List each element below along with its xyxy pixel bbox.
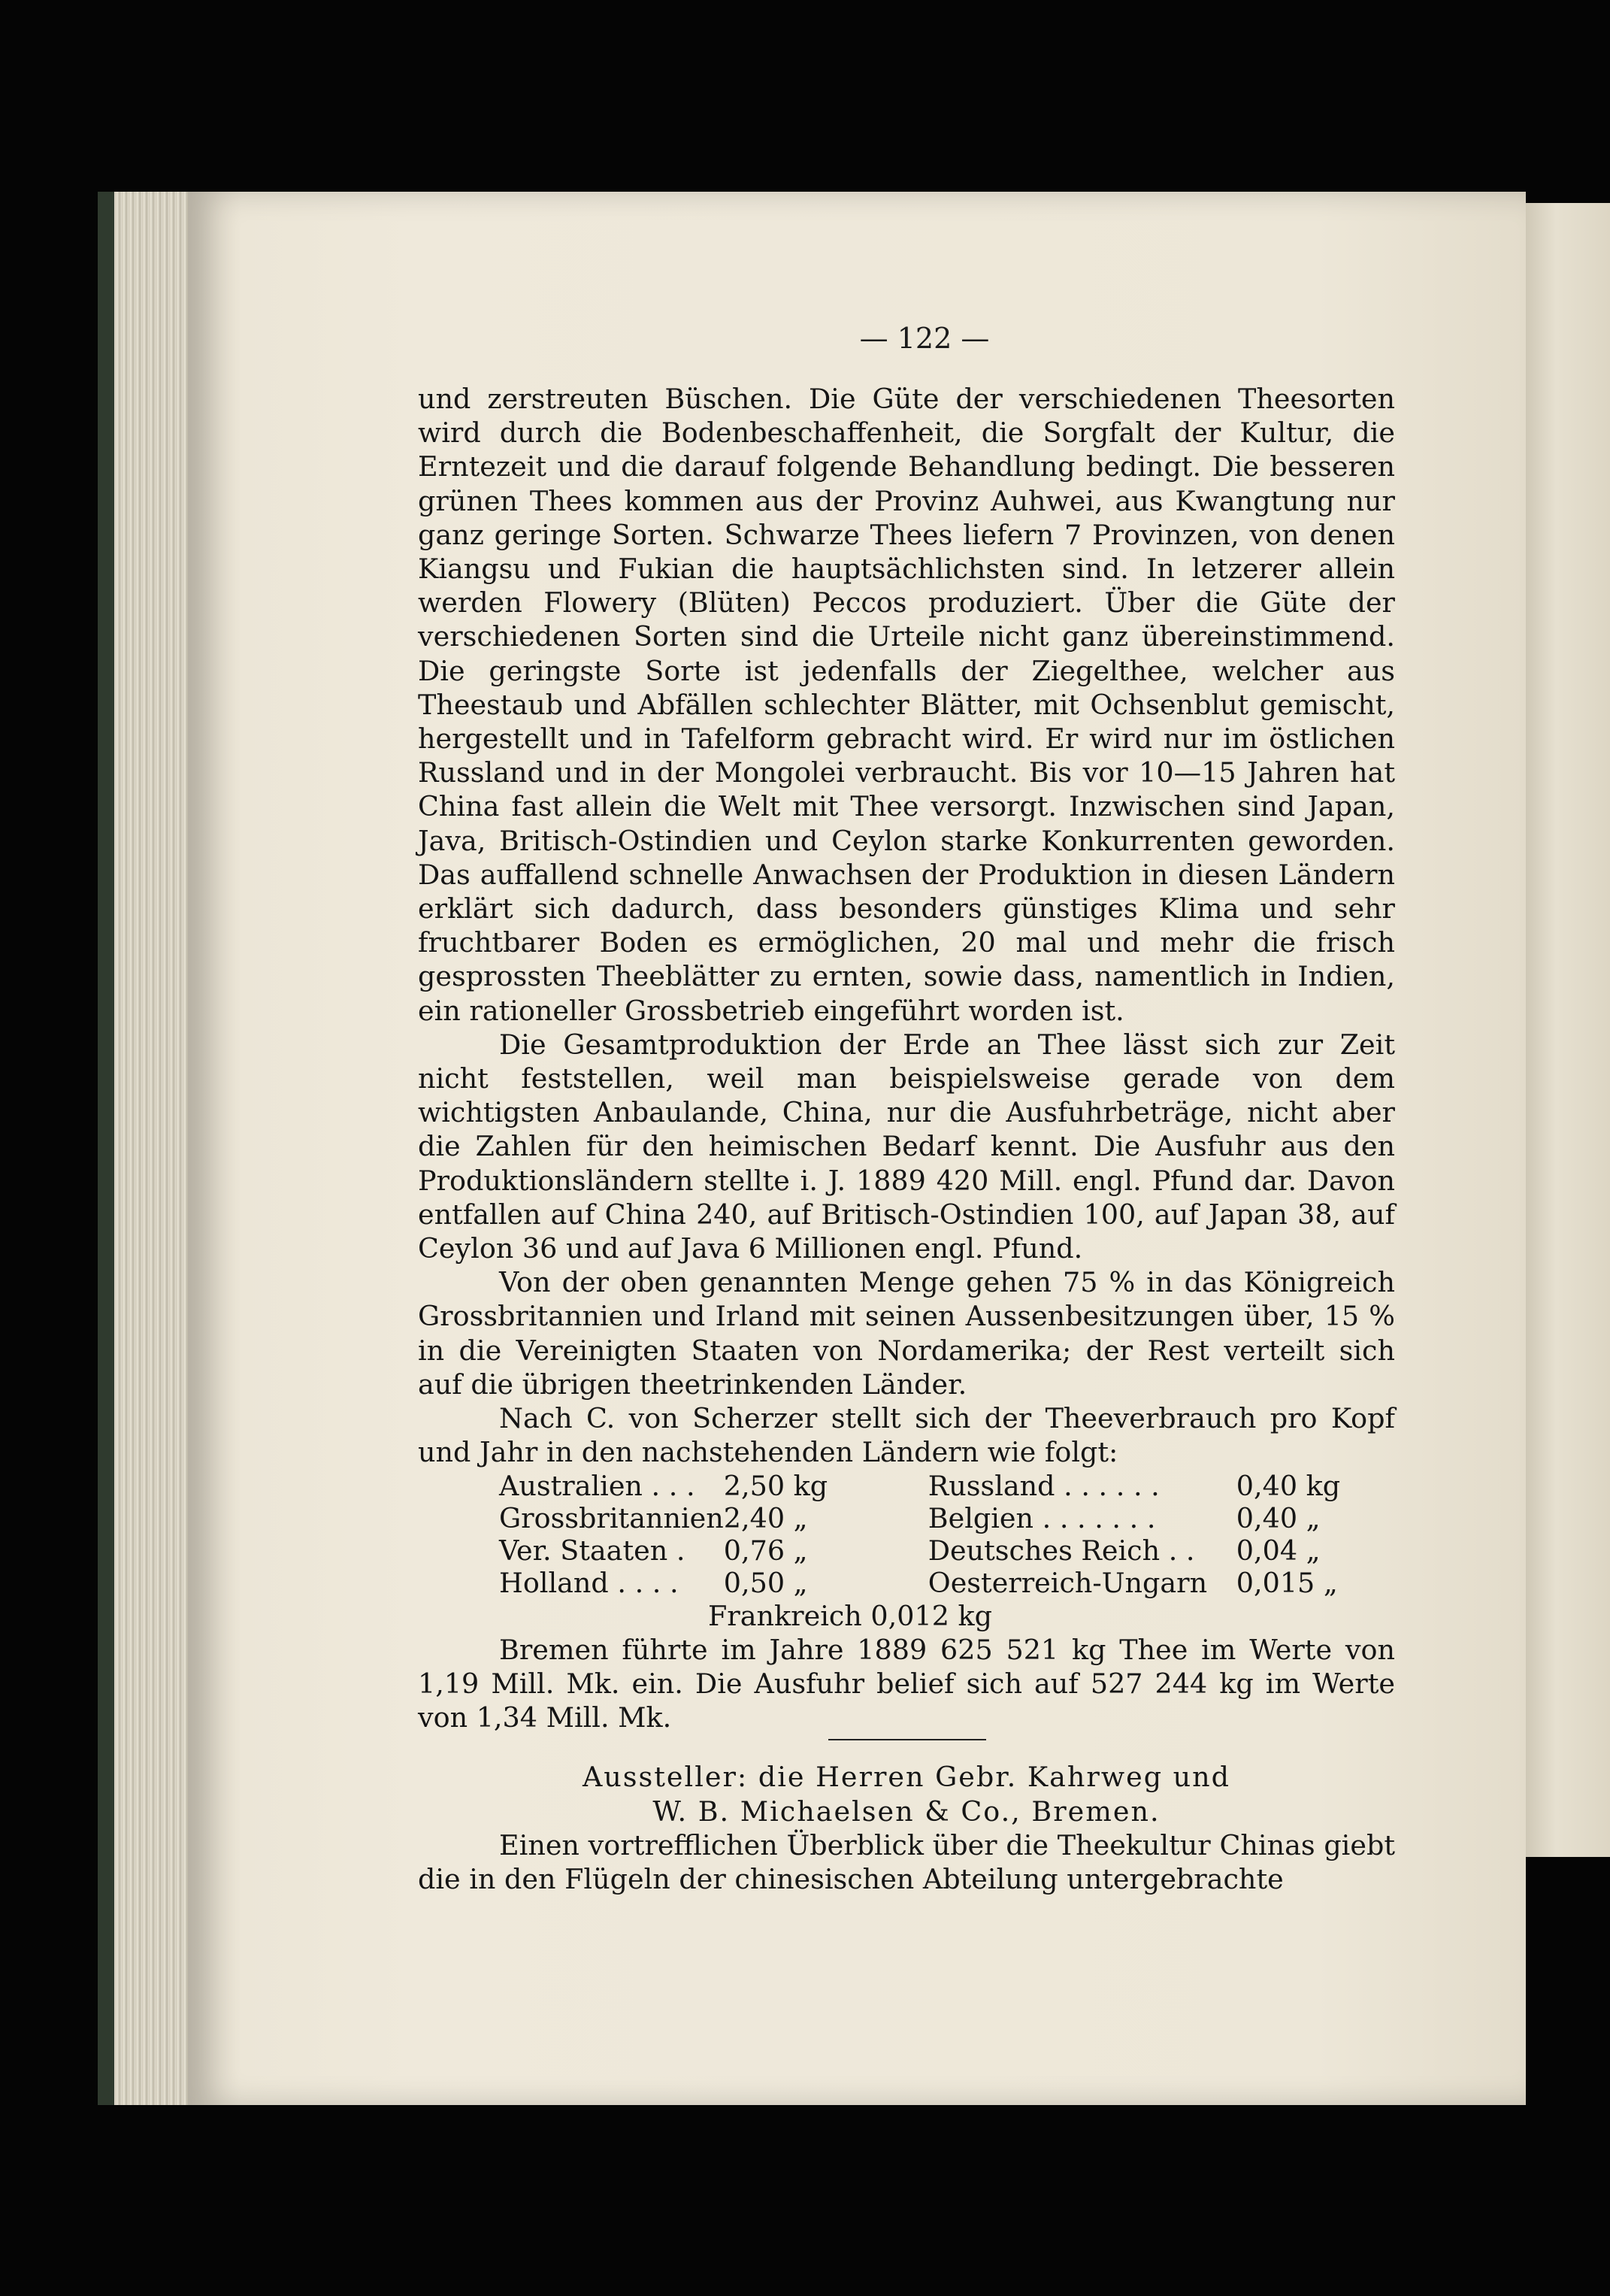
consumption-row bbox=[499, 1502, 1357, 1534]
consumption-row bbox=[499, 1567, 1357, 1599]
value-cell: 0,50 „ bbox=[723, 1566, 808, 1599]
consumption-row bbox=[499, 1470, 1357, 1502]
value-cell: 0,015 „ bbox=[1236, 1566, 1338, 1599]
paragraph-tea-varieties: und zerstreuten Büschen. Die Güte der verschiedenen Theesorten wird durch die Bodenbeschaffenheit, die Sorgfalt der Kultur, die Erntezeit und die darauf folgende Behandlung bedingt. Die besseren grünen Thees kommen aus der Provinz Auhwei, aus Kwangtung nur ganz geringe Sorten. Schwarze Thees liefern 7 Provinzen, von denen Kiangsu und Fukian die hauptsächlichsten sind. In letzerer allein werden Flowery (Blüten) Peccos produziert. Über die Güte der verschiedenen Sorten sind die Urteile nicht ganz übereinstimmend. Die geringste Sorte ist jedenfalls der Ziegelthee, welcher aus Theestaub und Abfällen schlechter Blätter, mit Ochsenblut gemischt, hergestellt und in Tafelform gebracht wird. Er wird nur im östlichen Russland und in der Mongolei verbraucht. Bis vor 10—15 Jahren hat China fast allein die Welt mit Thee versorgt. Inzwischen sind Japan, Java, Britisch-Ostindien und Ceylon starke Konkurrenten geworden. Das auffallend schnelle Anwachsen der Produktion in diesen Ländern erklärt sich dadurch, dass besonders günstiges Klima und sehr fruchtbarer Boden es ermöglichen, 20 mal und mehr die frisch gesprossten Theeblätter zu ernten, sowie dass, namentlich in Indien, ein rationeller Grossbetrieb eingeführt worden ist. bbox=[418, 383, 1395, 1027]
exhibitor-line-1: Aussteller: die Herren Gebr. Kahrweg und bbox=[582, 1761, 1231, 1794]
consumption-table-body bbox=[499, 1470, 1357, 1599]
country-cell: Oesterreich-Ungarn bbox=[928, 1566, 1208, 1599]
paragraph-world-production: Die Gesamtproduktion der Erde an Thee lässt sich zur Zeit nicht feststellen, weil man beispielsweise gerade von dem wichtigsten Anbaulande, China, nur die Ausfuhrbeträge, nicht aber die Zahlen für den heimischen Bedarf kennt. Die Ausfuhr aus den Produktionsländern stellte i. J. 1889 420 Mill. engl. Pfund dar. Davon entfallen auf China 240, auf Britisch-Ostindien 100, auf Japan 38, auf Ceylon 36 und auf Java 6 Millionen engl. Pfund. bbox=[418, 1028, 1395, 1265]
country-cell: Deutsches Reich . . bbox=[928, 1534, 1195, 1567]
page-text bbox=[418, 382, 1395, 1896]
book-cover-spine bbox=[98, 192, 114, 2105]
paragraph-overview: Einen vortrefflichen Überblick über die Theekultur Chinas giebt die in den Flügeln der chinesischen Abteilung untergebrachte bbox=[418, 1828, 1395, 1895]
country-cell: Belgien . . . . . . . bbox=[928, 1501, 1156, 1534]
country-cell: Grossbritannien bbox=[499, 1501, 724, 1534]
consumption-row bbox=[499, 1534, 1357, 1567]
paragraph-bremen-trade: Bremen führte im Jahre 1889 625 521 kg Thee im Werte von 1,19 Mill. Mk. ein. Die Ausfuhr belief sich auf 527 244 kg im Werte von 1,34 Mill. Mk. bbox=[418, 1633, 1395, 1734]
exhibitor-heading bbox=[418, 1760, 1395, 1828]
country-cell: Russland . . . . . . bbox=[928, 1469, 1160, 1502]
value-cell: 0,04 „ bbox=[1236, 1534, 1321, 1567]
paragraph-consumption-intro: Nach C. von Scherzer stellt sich der Theeverbrauch pro Kopf und Jahr in den nachstehenden Ländern wie folgt: bbox=[418, 1402, 1395, 1469]
country-cell: Ver. Staaten . bbox=[499, 1534, 685, 1567]
value-cell: 2,40 „ bbox=[723, 1501, 808, 1534]
consumption-table bbox=[499, 1470, 1357, 1599]
value-cell: 0,40 „ bbox=[1236, 1501, 1321, 1534]
consumption-row-frankreich: Frankreich 0,012 kg bbox=[707, 1599, 992, 1632]
value-cell: 2,50 kg bbox=[723, 1469, 828, 1502]
facing-page-edge bbox=[1526, 203, 1610, 1857]
value-cell: 0,40 kg bbox=[1236, 1469, 1341, 1502]
paragraph-export-destinations: Von der oben genannten Menge gehen 75 % in das Königreich Grossbritannien und Irland mit seinen Aussenbesitzungen über, 15 % in die Vereinigten Staaten von Nordamerika; der Rest verteilt sich auf die übrigen theetrinkenden Länder. bbox=[418, 1266, 1395, 1401]
section-divider bbox=[828, 1739, 986, 1740]
value-cell: 0,76 „ bbox=[723, 1534, 808, 1567]
exhibitor-line-2: W. B. Michaelsen & Co., Bremen. bbox=[652, 1795, 1161, 1828]
country-cell: Holland . . . . bbox=[499, 1566, 679, 1599]
page-number: — 122 — bbox=[859, 322, 990, 355]
country-cell: Australien . . . bbox=[499, 1469, 695, 1502]
